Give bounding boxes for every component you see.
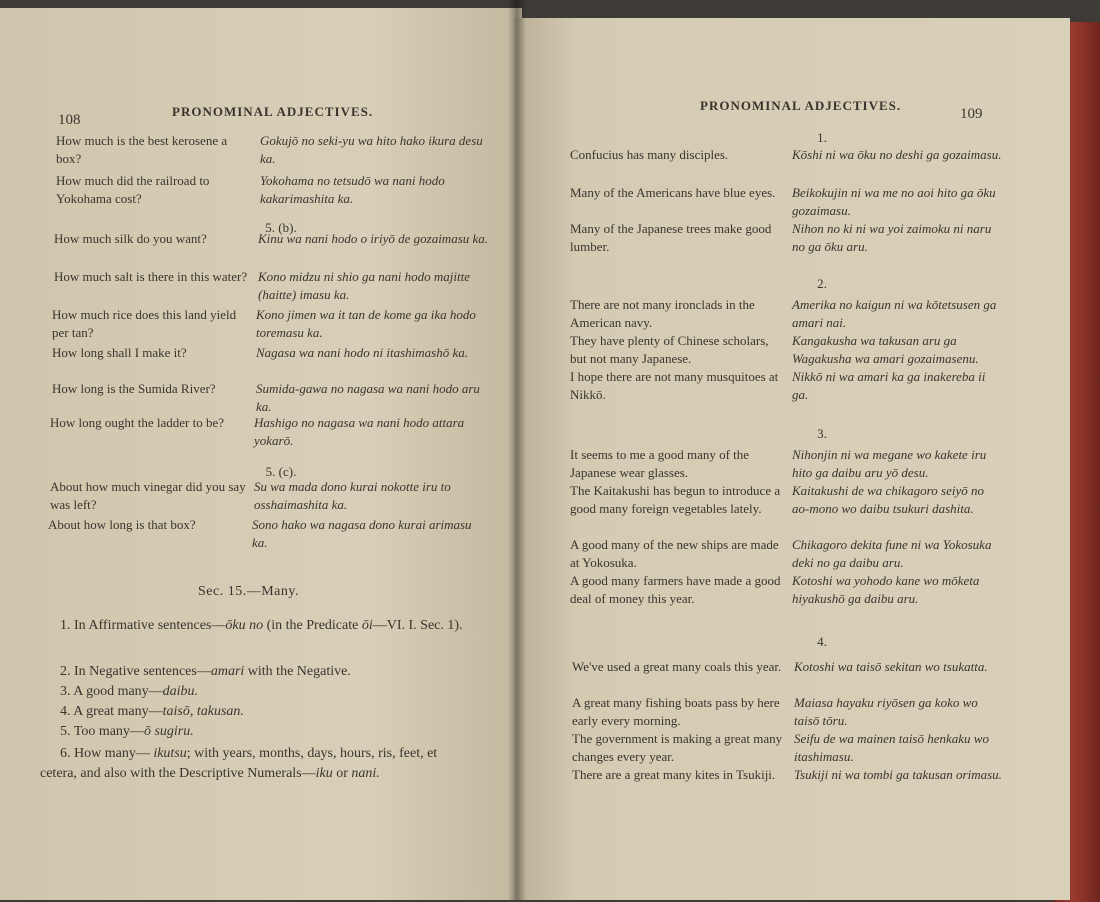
table-row: There are not many ironclads in the American navy. Amerika no kaigun ni wa kōtetsusen ga amari nai. bbox=[570, 297, 997, 330]
section-heading: 5. (c). bbox=[265, 464, 297, 479]
rule-5: 5. Too many—ō sugiru. bbox=[60, 724, 194, 739]
rule-2: 2. In Negative sentences—amari with the Negative. bbox=[60, 664, 351, 679]
group-number: 1. bbox=[817, 130, 827, 145]
table-row: Confucius has many disciples. Kōshi ni wa ōku no deshi ga gozaimasu. bbox=[570, 147, 1002, 162]
book-gutter bbox=[508, 0, 526, 900]
table-row: A good many of the new ships are made at Yokosuka. Chikagoro dekita fune ni wa Yokosuka deki no ga daibu aru. bbox=[570, 537, 992, 570]
page-number: 108 bbox=[58, 112, 81, 128]
running-head: PRONOMINAL ADJECTIVES. bbox=[700, 98, 902, 113]
table-row: About how long is that box? Sono hako wa nagasa dono kurai arimasu ka. bbox=[48, 517, 472, 550]
table-row: There are a great many kites in Tsukiji. Tsukiji ni wa tombi ga takusan orimasu. bbox=[572, 767, 1002, 782]
rule-1: 1. In Affirmative sentences—ōku no (in the Predicate ōi—VI. I. Sec. 1). bbox=[60, 618, 463, 633]
table-row: About how much vinegar did you say was left? Su wa mada dono kurai nokotte iru to osshaimashita ka. bbox=[50, 479, 451, 512]
rule-3: 3. A good many—daibu. bbox=[60, 684, 199, 699]
table-row: How much salt is there in this water? Kono midzu ni shio ga nani hodo majitte (haitte) imasu ka. bbox=[54, 269, 470, 302]
table-row: The Kaitakushi has begun to introduce a good many foreign vegetables lately. Kaitakushi de wa chikagoro seiyō no ao-mono wo daibu tsukuri dashita. bbox=[570, 483, 984, 516]
table-row: A good many farmers have made a good deal of money this year. Kotoshi wa yohodo kane wo mōketa hiyakushō ga daibu aru. bbox=[570, 573, 980, 606]
rule-4: 4. A great many—taisō, takusan. bbox=[60, 704, 244, 719]
group-number: 2. bbox=[817, 276, 827, 291]
table-row: How long is the Sumida River? Sumida-gawa no nagasa wa nani hodo aru ka. bbox=[52, 381, 480, 414]
section-title: Sec. 15.—Many. bbox=[198, 584, 299, 599]
table-row: It seems to me a good many of the Japanese wear glasses. Nihonjin ni wa megane wo kakete iru hito ga daibu aru yō desu. bbox=[570, 447, 987, 480]
table-row: How long ought the ladder to be? Hashigo no nagasa wa nani hodo attara yokarō. bbox=[50, 415, 465, 448]
table-row: A great many fishing boats pass by here early every morning. Maiasa hayaku riyōsen ga koko wo taisō tōru. bbox=[572, 695, 978, 728]
section-heading: 5. (b). bbox=[265, 220, 297, 235]
left-page bbox=[0, 8, 522, 900]
table-row: How long shall I make it? Nagasa wa nani hodo ni itashimashō ka. bbox=[52, 345, 468, 360]
table-row: How much silk do you want? Kinu wa nani hodo o iriyō de gozaimasu ka. bbox=[54, 231, 489, 246]
running-head: PRONOMINAL ADJECTIVES. bbox=[172, 104, 374, 119]
page-number: 109 bbox=[960, 106, 983, 122]
rule-6: 6. How many— ikutsu; with years, months, days, hours, ris, feet, et cetera, and also with the Descriptive Numerals—iku or nani. bbox=[40, 746, 438, 781]
right-page bbox=[514, 18, 1070, 900]
table-row: Many of the Japanese trees make good lumber. Nihon no ki ni wa yoi zaimoku ni naru no ga ōku aru. bbox=[570, 221, 992, 254]
table-row: I hope there are not many musquitoes at Nikkō. Nikkō ni wa amari ka ga inakereba ii ga. bbox=[570, 369, 986, 402]
table-row: The government is making a great many changes every year. Seifu de wa mainen taisō henkaku wo itashimasu. bbox=[572, 731, 989, 764]
group-number: 3. bbox=[817, 426, 827, 441]
table-row: We've used a great many coals this year. Kotoshi wa taisō sekitan wo tsukatta. bbox=[572, 659, 988, 674]
table-row: How much is the best kerosene a box? Gokujō no seki-yu wa hito hako ikura desu ka. bbox=[56, 133, 483, 166]
group-number: 4. bbox=[817, 634, 827, 649]
table-row: How much did the railroad to Yokohama cost? Yokohama no tetsudō wa nani hodo kakarimashita ka. bbox=[56, 173, 445, 206]
table-row: They have plenty of Chinese scholars, but not many Japanese. Kangakusha wa takusan aru ga Wagakusha wa amari gozaimasenu. bbox=[570, 333, 979, 366]
table-row: Many of the Americans have blue eyes. Beikokujin ni wa me no aoi hito ga ōku gozaimasu. bbox=[570, 185, 996, 218]
table-row: How much rice does this land yield per tan? Kono jimen wa it tan de kome ga ika hodo toremasu ka. bbox=[52, 307, 476, 340]
